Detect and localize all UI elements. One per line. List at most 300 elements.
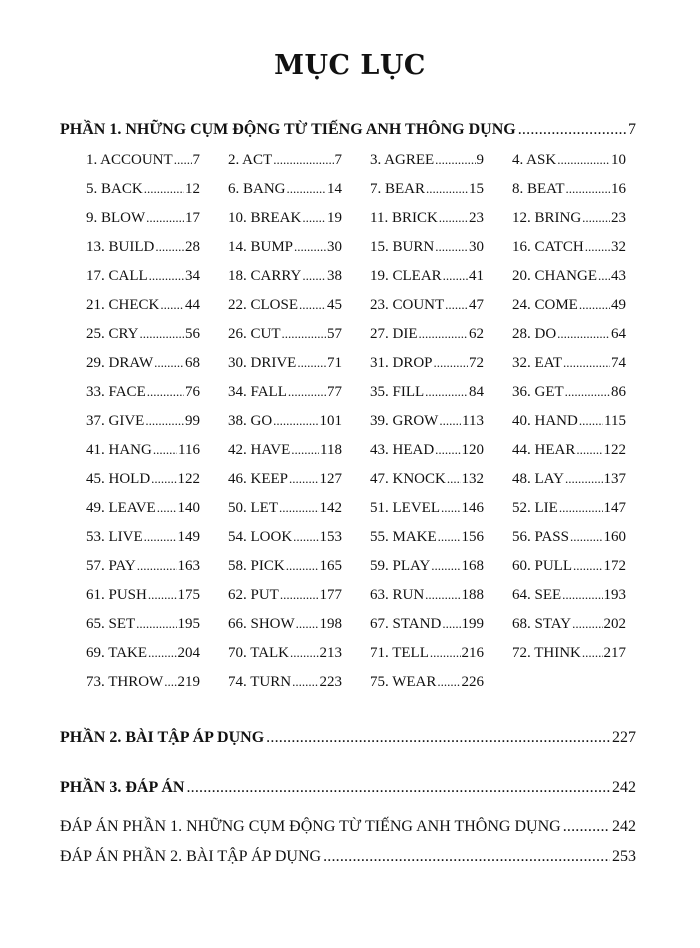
dot-leader bbox=[426, 181, 468, 198]
toc-entry-page: 175 bbox=[177, 587, 200, 603]
dot-leader bbox=[279, 500, 319, 517]
toc-entry[interactable] bbox=[512, 529, 626, 558]
toc-entry-label: 4. ASK bbox=[512, 152, 557, 168]
toc-entry-label: 7. BEAR bbox=[370, 181, 426, 197]
toc-entry[interactable] bbox=[370, 239, 484, 268]
toc-entry-page: 101 bbox=[319, 413, 342, 429]
toc-entry[interactable] bbox=[512, 413, 626, 442]
dot-leader bbox=[149, 268, 184, 285]
toc-entry-label: 27. DIE bbox=[370, 326, 418, 342]
toc-entry[interactable] bbox=[512, 181, 626, 210]
toc-entry[interactable] bbox=[370, 616, 484, 645]
toc-entry-page: 41 bbox=[469, 268, 484, 284]
toc-entry[interactable] bbox=[228, 645, 342, 674]
toc-entry-label: 17. CALL bbox=[86, 268, 148, 284]
toc-entry-page: 156 bbox=[461, 529, 484, 545]
toc-entry[interactable] bbox=[86, 471, 200, 500]
toc-entry[interactable] bbox=[86, 355, 200, 384]
toc-entry-label: 26. CUT bbox=[228, 326, 281, 342]
toc-entry-label: 50. LET bbox=[228, 500, 278, 516]
toc-entry-label: 6. BANG bbox=[228, 181, 286, 197]
toc-entry-page: 122 bbox=[177, 471, 200, 487]
toc-entry[interactable] bbox=[512, 587, 626, 616]
toc-entry-page: 122 bbox=[603, 442, 626, 458]
toc-answers-part1-page: 242 bbox=[612, 818, 636, 835]
toc-entry-label: 37. GIVE bbox=[86, 413, 145, 429]
toc-entry-page: 28 bbox=[185, 239, 200, 255]
toc-entry-page: 7 bbox=[192, 152, 200, 168]
toc-entry[interactable] bbox=[228, 326, 342, 355]
dot-leader bbox=[273, 413, 318, 430]
toc-entry[interactable] bbox=[370, 413, 484, 442]
toc-entry[interactable] bbox=[512, 471, 626, 500]
toc-entry[interactable] bbox=[370, 645, 484, 674]
dot-leader bbox=[282, 326, 327, 343]
toc-entry-label: 49. LEAVE bbox=[86, 500, 156, 516]
dot-leader bbox=[144, 181, 184, 198]
toc-entry[interactable] bbox=[370, 355, 484, 384]
dot-leader bbox=[557, 326, 610, 343]
toc-entry-label: 29. DRAW bbox=[86, 355, 154, 371]
toc-entry-label: 20. CHANGE bbox=[512, 268, 597, 284]
toc-part2-page: 227 bbox=[612, 729, 636, 746]
toc-entry[interactable] bbox=[86, 326, 200, 355]
toc-part3-page: 242 bbox=[612, 779, 636, 796]
toc-entry-label: 22. CLOSE bbox=[228, 297, 299, 313]
dot-leader bbox=[435, 442, 460, 459]
toc-answers-part1[interactable] bbox=[60, 818, 636, 836]
toc-entry-label: 41. HANG bbox=[86, 442, 152, 458]
toc-entry-label: 71. TELL bbox=[370, 645, 429, 661]
dot-leader bbox=[419, 326, 469, 343]
dot-leader bbox=[425, 587, 460, 604]
toc-entry-label: 23. COUNT bbox=[370, 297, 445, 313]
toc-entry-page: 45 bbox=[327, 297, 342, 313]
dot-leader bbox=[136, 616, 176, 633]
toc-part2[interactable] bbox=[60, 729, 636, 747]
toc-entry[interactable] bbox=[512, 500, 626, 529]
toc-entry-label: 75. WEAR bbox=[370, 674, 437, 690]
toc-entry-label: 69. TAKE bbox=[86, 645, 148, 661]
toc-answers-part1-label: ĐÁP ÁN PHẦN 1. NHỮNG CỤM ĐỘNG TỪ TIẾNG ANH THÔNG DỤNG bbox=[60, 818, 561, 835]
dot-leader bbox=[146, 210, 184, 227]
dot-leader bbox=[566, 181, 611, 198]
toc-entry-label: 43. HEAD bbox=[370, 442, 435, 458]
toc-entry-label: 72. THINK bbox=[512, 645, 581, 661]
toc-entry-page: 84 bbox=[469, 384, 484, 400]
toc-entry-label: 57. PAY bbox=[86, 558, 136, 574]
toc-entry-page: 217 bbox=[603, 645, 626, 661]
toc-entry-page: 127 bbox=[319, 471, 342, 487]
toc-entry[interactable] bbox=[512, 442, 626, 471]
toc-entry-page: 38 bbox=[327, 268, 342, 284]
toc-part3-label: PHẦN 3. ĐÁP ÁN bbox=[60, 779, 185, 796]
dot-leader bbox=[438, 529, 461, 546]
dot-leader bbox=[443, 268, 468, 285]
toc-entry-label: 66. SHOW bbox=[228, 616, 295, 632]
toc-entry-page: 86 bbox=[611, 384, 626, 400]
dot-leader bbox=[579, 413, 603, 430]
dot-leader bbox=[431, 558, 460, 575]
dot-leader bbox=[299, 297, 326, 314]
toc-entry-label: 38. GO bbox=[228, 413, 273, 429]
toc-entry[interactable] bbox=[228, 587, 342, 616]
toc-entry[interactable] bbox=[228, 442, 342, 471]
toc-entry[interactable] bbox=[370, 674, 484, 703]
toc-entry-label: 13. BUILD bbox=[86, 239, 155, 255]
toc-entry[interactable] bbox=[86, 442, 200, 471]
toc-entry-page: 23 bbox=[611, 210, 626, 226]
toc-entry[interactable] bbox=[86, 239, 200, 268]
toc-entry[interactable] bbox=[86, 616, 200, 645]
dot-leader bbox=[562, 587, 602, 604]
dot-leader bbox=[302, 210, 326, 227]
toc-entry[interactable] bbox=[370, 471, 484, 500]
toc-entry-label: 68. STAY bbox=[512, 616, 572, 632]
toc-entry[interactable] bbox=[512, 616, 626, 645]
toc-entry-page: 74 bbox=[611, 355, 626, 371]
toc-entry-page: 195 bbox=[177, 616, 200, 632]
toc-entry-label: 51. LEVEL bbox=[370, 500, 440, 516]
toc-entry-page: 56 bbox=[185, 326, 200, 342]
toc-entry-label: 33. FACE bbox=[86, 384, 146, 400]
dot-leader bbox=[576, 442, 602, 459]
toc-entry-page: 10 bbox=[611, 152, 626, 168]
toc-entry[interactable] bbox=[370, 587, 484, 616]
dot-leader bbox=[154, 355, 184, 372]
toc-entry-label: 32. EAT bbox=[512, 355, 562, 371]
dot-leader bbox=[147, 384, 184, 401]
toc-entry-page: 113 bbox=[462, 413, 484, 429]
toc-entry-page: 115 bbox=[604, 413, 626, 429]
dot-leader bbox=[439, 413, 461, 430]
toc-entry-label: 42. HAVE bbox=[228, 442, 291, 458]
toc-entry-label: 2. ACT bbox=[228, 152, 273, 168]
toc-entry-label: 48. LAY bbox=[512, 471, 564, 487]
toc-entry-label: 21. CHECK bbox=[86, 297, 160, 313]
toc-entry-label: 19. CLEAR bbox=[370, 268, 442, 284]
dot-leader bbox=[289, 471, 319, 488]
toc-entry-label: 36. GET bbox=[512, 384, 564, 400]
toc-entry-page: 68 bbox=[185, 355, 200, 371]
toc-answers-part2-label: ĐÁP ÁN PHẦN 2. BÀI TẬP ÁP DỤNG bbox=[60, 848, 322, 865]
toc-entry-label: 10. BREAK bbox=[228, 210, 302, 226]
toc-entry-page: 140 bbox=[177, 500, 200, 516]
toc-entry[interactable] bbox=[228, 413, 342, 442]
toc-entry-page: 199 bbox=[461, 616, 484, 632]
dot-leader bbox=[582, 210, 610, 227]
dot-leader bbox=[573, 558, 603, 575]
toc-entry-label: 39. GROW bbox=[370, 413, 439, 429]
toc-entry-label: 11. BRICK bbox=[370, 210, 438, 226]
dot-leader bbox=[439, 210, 468, 227]
toc-entry-label: 62. PUT bbox=[228, 587, 279, 603]
dot-leader bbox=[425, 384, 468, 401]
dot-leader bbox=[144, 529, 177, 546]
dot-leader bbox=[266, 729, 610, 747]
toc-entry[interactable] bbox=[228, 558, 342, 587]
toc-entry[interactable] bbox=[370, 500, 484, 529]
toc-entry[interactable] bbox=[86, 181, 200, 210]
toc-entry[interactable] bbox=[228, 239, 342, 268]
toc-entry-label: 64. SEE bbox=[512, 587, 562, 603]
toc-entry[interactable] bbox=[512, 355, 626, 384]
dot-leader bbox=[598, 268, 610, 285]
toc-entry-page: 17 bbox=[185, 210, 200, 226]
toc-entry[interactable] bbox=[370, 181, 484, 210]
toc-entry-page: 204 bbox=[177, 645, 200, 661]
page-title: MỤC LỤC bbox=[274, 50, 426, 81]
toc-entry-label: 52. LIE bbox=[512, 500, 558, 516]
toc-entry-page: 223 bbox=[319, 674, 342, 690]
toc-entry[interactable] bbox=[512, 558, 626, 587]
toc-entry-page: 44 bbox=[185, 297, 200, 313]
toc-entry-page: 30 bbox=[327, 239, 342, 255]
dot-leader bbox=[447, 471, 461, 488]
toc-answers-part2-page: 253 bbox=[612, 848, 636, 865]
toc-part2-label: PHẦN 2. BÀI TẬP ÁP DỤNG bbox=[60, 729, 265, 746]
toc-entry-label: 55. MAKE bbox=[370, 529, 437, 545]
toc-entry[interactable] bbox=[228, 500, 342, 529]
toc-entry-page: 202 bbox=[603, 616, 626, 632]
toc-entry-label: 30. DRIVE bbox=[228, 355, 297, 371]
toc-entry-label: 67. STAND bbox=[370, 616, 442, 632]
toc-entry[interactable] bbox=[512, 326, 626, 355]
toc-entry-page: 99 bbox=[185, 413, 200, 429]
toc-entry-label: 65. SET bbox=[86, 616, 136, 632]
toc-entry-page: 32 bbox=[611, 239, 626, 255]
toc-entry[interactable] bbox=[86, 558, 200, 587]
dot-leader bbox=[445, 297, 468, 314]
dot-leader bbox=[186, 779, 610, 797]
dot-leader bbox=[296, 616, 319, 633]
toc-entry-page: 64 bbox=[611, 326, 626, 342]
toc-entry[interactable] bbox=[512, 645, 626, 674]
toc-entry[interactable] bbox=[228, 471, 342, 500]
toc-entry-label: 9. BLOW bbox=[86, 210, 146, 226]
dot-leader bbox=[164, 674, 176, 691]
toc-entry-page: 7 bbox=[334, 152, 342, 168]
toc-entry-label: 35. FILL bbox=[370, 384, 425, 400]
toc-entry-page: 116 bbox=[178, 442, 200, 458]
dot-leader bbox=[434, 355, 468, 372]
toc-entry-page: 142 bbox=[319, 500, 342, 516]
toc-entry-page: 193 bbox=[603, 587, 626, 603]
toc-entry-label: 28. DO bbox=[512, 326, 557, 342]
toc-entry-page: 62 bbox=[469, 326, 484, 342]
dot-leader bbox=[559, 500, 603, 517]
toc-entry-page: 153 bbox=[319, 529, 342, 545]
dot-leader bbox=[441, 500, 461, 517]
dot-leader bbox=[273, 152, 333, 169]
toc-entry[interactable] bbox=[228, 181, 342, 210]
dot-leader bbox=[286, 558, 319, 575]
dot-leader bbox=[160, 297, 184, 314]
toc-entry-label: 74. TURN bbox=[228, 674, 292, 690]
dot-leader bbox=[140, 326, 184, 343]
dot-leader bbox=[297, 355, 326, 372]
dot-leader bbox=[302, 268, 326, 285]
toc-entry-page: 34 bbox=[185, 268, 200, 284]
toc-entry-label: 60. PULL bbox=[512, 558, 572, 574]
toc-entry-page: 219 bbox=[177, 674, 200, 690]
dot-leader bbox=[570, 529, 603, 546]
toc-entry[interactable] bbox=[370, 297, 484, 326]
toc-entry-label: 12. BRING bbox=[512, 210, 582, 226]
toc-entry[interactable] bbox=[86, 413, 200, 442]
toc-entry-page: 198 bbox=[319, 616, 342, 632]
dot-leader bbox=[557, 152, 610, 169]
toc-entry[interactable] bbox=[512, 268, 626, 297]
dot-leader bbox=[579, 297, 610, 314]
dot-leader bbox=[287, 181, 326, 198]
toc-entry[interactable] bbox=[86, 268, 200, 297]
dot-leader bbox=[157, 500, 177, 517]
dot-leader bbox=[437, 674, 460, 691]
toc-entry[interactable] bbox=[86, 587, 200, 616]
toc-entry-page: 16 bbox=[611, 181, 626, 197]
toc-entry-label: 24. COME bbox=[512, 297, 578, 313]
toc-entry-label: 1. ACCOUNT bbox=[86, 152, 173, 168]
toc-entry-page: 118 bbox=[320, 442, 342, 458]
dot-leader bbox=[290, 645, 318, 662]
toc-entry[interactable] bbox=[86, 500, 200, 529]
toc-entry-page: 47 bbox=[469, 297, 484, 313]
toc-entry[interactable] bbox=[228, 152, 342, 181]
toc-entry[interactable] bbox=[512, 152, 626, 181]
toc-entry-label: 58. PICK bbox=[228, 558, 285, 574]
toc-entry[interactable] bbox=[370, 558, 484, 587]
dot-leader bbox=[145, 413, 184, 430]
toc-entry[interactable] bbox=[370, 326, 484, 355]
phrasal-verb-list bbox=[86, 152, 640, 703]
toc-entry-page: 23 bbox=[469, 210, 484, 226]
toc-entry[interactable] bbox=[512, 297, 626, 326]
toc-entry-page: 77 bbox=[327, 384, 342, 400]
toc-entry-page: 14 bbox=[327, 181, 342, 197]
toc-entry-label: 18. CARRY bbox=[228, 268, 302, 284]
dot-leader bbox=[572, 616, 602, 633]
toc-entry-page: 160 bbox=[603, 529, 626, 545]
toc-entry[interactable] bbox=[228, 616, 342, 645]
dot-leader bbox=[565, 384, 610, 401]
dot-leader bbox=[155, 239, 184, 256]
toc-part3[interactable] bbox=[60, 779, 636, 797]
toc-entry-page: 76 bbox=[185, 384, 200, 400]
toc-entry[interactable] bbox=[370, 384, 484, 413]
toc-entry[interactable] bbox=[86, 674, 200, 703]
toc-entry-page: 177 bbox=[319, 587, 342, 603]
toc-entry-label: 70. TALK bbox=[228, 645, 290, 661]
toc-entry[interactable] bbox=[86, 645, 200, 674]
toc-entry[interactable] bbox=[228, 529, 342, 558]
toc-entry-page: 226 bbox=[461, 674, 484, 690]
dot-leader bbox=[563, 818, 610, 836]
toc-entry-label: 44. HEAR bbox=[512, 442, 576, 458]
toc-part1-page: 7 bbox=[628, 121, 636, 138]
toc-entry-page: 147 bbox=[603, 500, 626, 516]
toc-entry[interactable] bbox=[370, 210, 484, 239]
toc-entry-label: 14. BUMP bbox=[228, 239, 294, 255]
toc-entry-page: 132 bbox=[461, 471, 484, 487]
toc-entry-label: 25. CRY bbox=[86, 326, 139, 342]
toc-entry[interactable] bbox=[228, 355, 342, 384]
toc-entry[interactable] bbox=[228, 268, 342, 297]
toc-entry-label: 56. PASS bbox=[512, 529, 569, 545]
dot-leader bbox=[563, 355, 610, 372]
dot-leader bbox=[435, 152, 475, 169]
dot-leader bbox=[565, 471, 603, 488]
toc-entry[interactable] bbox=[86, 152, 200, 181]
toc-entry-page: 172 bbox=[603, 558, 626, 574]
dot-leader bbox=[151, 471, 176, 488]
toc-entry[interactable] bbox=[370, 268, 484, 297]
dot-leader bbox=[585, 239, 610, 256]
toc-answers-part2[interactable] bbox=[60, 848, 636, 866]
toc-entry-page: 9 bbox=[476, 152, 484, 168]
dot-leader bbox=[430, 645, 461, 662]
toc-entry-page: 213 bbox=[319, 645, 342, 661]
toc-entry-label: 61. PUSH bbox=[86, 587, 147, 603]
dot-leader bbox=[442, 616, 460, 633]
toc-entry-page: 49 bbox=[611, 297, 626, 313]
toc-entry-label: 40. HAND bbox=[512, 413, 578, 429]
dot-leader bbox=[435, 239, 468, 256]
toc-entry-label: 16. CATCH bbox=[512, 239, 584, 255]
toc-entry-page: 30 bbox=[469, 239, 484, 255]
toc-entry[interactable] bbox=[86, 529, 200, 558]
toc-entry[interactable] bbox=[512, 384, 626, 413]
toc-entry-page: 57 bbox=[327, 326, 342, 342]
toc-entry-page: 165 bbox=[319, 558, 342, 574]
toc-entry-label: 8. BEAT bbox=[512, 181, 565, 197]
toc-entry[interactable] bbox=[86, 210, 200, 239]
toc-entry[interactable] bbox=[370, 442, 484, 471]
dot-leader bbox=[148, 645, 176, 662]
toc-entry[interactable] bbox=[228, 674, 342, 703]
toc-entry-page: 71 bbox=[327, 355, 342, 371]
toc-entry-page: 163 bbox=[177, 558, 200, 574]
dot-leader bbox=[323, 848, 610, 866]
dot-leader bbox=[174, 152, 192, 169]
toc-entry-page: 19 bbox=[327, 210, 342, 226]
toc-entry-label: 45. HOLD bbox=[86, 471, 151, 487]
toc-entry-page: 15 bbox=[469, 181, 484, 197]
toc-part1-label: PHẦN 1. NHỮNG CỤM ĐỘNG TỪ TIẾNG ANH THÔNG DỤNG bbox=[60, 121, 516, 138]
toc-part1[interactable] bbox=[60, 121, 636, 139]
toc-entry[interactable] bbox=[228, 384, 342, 413]
toc-entry-label: 46. KEEP bbox=[228, 471, 288, 487]
toc-entry-label: 54. LOOK bbox=[228, 529, 293, 545]
toc-entry[interactable] bbox=[370, 152, 484, 181]
toc-entry-page: 12 bbox=[185, 181, 200, 197]
toc-entry[interactable] bbox=[228, 297, 342, 326]
toc-entry[interactable] bbox=[512, 239, 626, 268]
toc-entry-page: 168 bbox=[461, 558, 484, 574]
toc-entry[interactable] bbox=[228, 210, 342, 239]
toc-entry[interactable] bbox=[86, 297, 200, 326]
toc-entry[interactable] bbox=[512, 210, 626, 239]
dot-leader bbox=[291, 442, 319, 459]
dot-leader bbox=[148, 587, 177, 604]
toc-entry-label: 63. RUN bbox=[370, 587, 425, 603]
dot-leader bbox=[582, 645, 603, 662]
toc-entry-label: 31. DROP bbox=[370, 355, 433, 371]
toc-entry-label: 53. LIVE bbox=[86, 529, 143, 545]
toc-entry[interactable] bbox=[370, 529, 484, 558]
toc-entry[interactable] bbox=[86, 384, 200, 413]
dot-leader bbox=[280, 587, 319, 604]
